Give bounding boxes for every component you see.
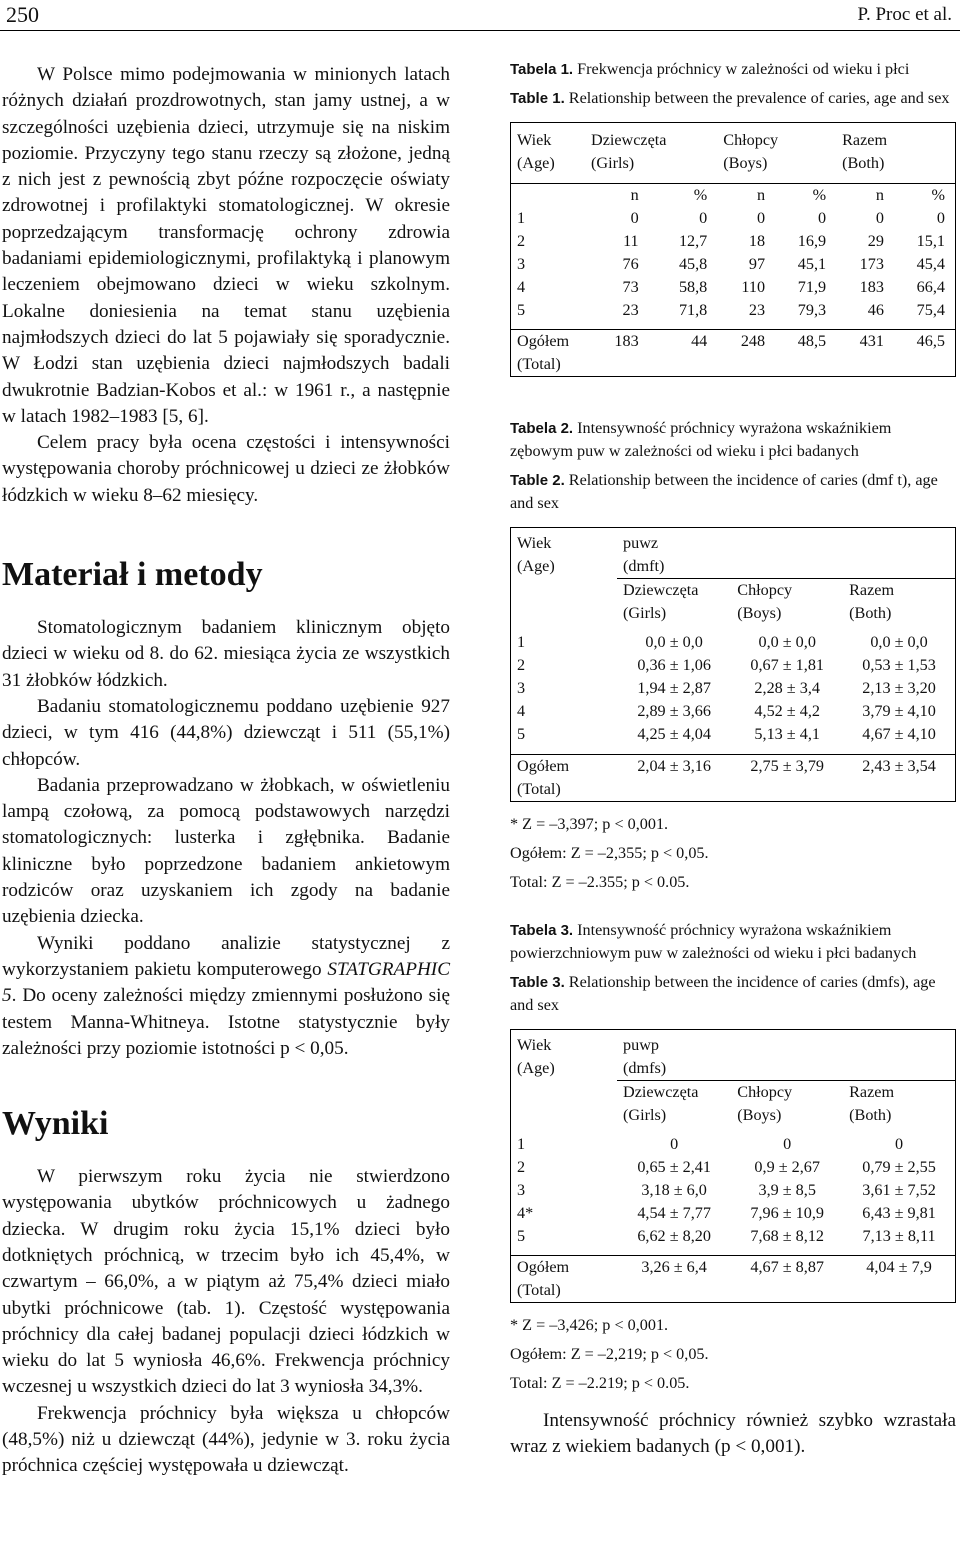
table3-cell: 0 <box>783 1134 792 1153</box>
table1-cell: 66,4 <box>916 277 945 296</box>
table1-row <box>511 276 955 299</box>
software-name: STATGRAPHIC 5 <box>2 958 450 1007</box>
table2: Wiek (Age) puwz (dmft) Dziewczęta (Girls) Chłopcy (Boys) Razem (Both) 1 0,0 ± 0,0 0,0 ± 0,0 0,0 ± 0,0 2 0,36 ± 1,06 0,67 ± 1,81 0,53 ± 1,53 3 1,94 ± 2,87 2,28 ± 3,4 2,13 ± 3,20 4 2,89 ± 3,66 4,52 ± 4,2 3,79 ± 4,10 5 4,25 ± 4,04 5,13 ± 4,1 4,67 ± 4,10 Ogółem (Total) 2,04 ± 3,16 2,75 ± 3,79 2,43 ± 3,54 <box>510 527 956 802</box>
table2-notes: * Z = –3,397; p < 0,001. Ogółem: Z = –2,355; p < 0,05. Total: Z = –2.355; p < 0.05. <box>510 814 709 891</box>
table2-cell: 2,28 ± 3,4 <box>754 679 820 697</box>
table3-row <box>511 1202 955 1225</box>
left-column <box>2 62 450 1480</box>
table3-caption-pl: Tabela 3. Intensywność próchnicy wyrażona wskaźnikiem powierzchniowym puw w zależności od wieku i płci badanych <box>510 920 917 962</box>
table1-cell: 97 <box>748 254 766 273</box>
table2-cell: 5,13 ± 4,1 <box>754 725 820 743</box>
table1-cell: 12,7 <box>678 231 708 250</box>
methods-paragraph: Badania przeprowadzano w żłobkach, w oświetleniu lampą czołową, za pomocą podstawowych narzędzi stomatologicznych: lusterka i zgłębnika. Badanie kliniczne było poprzedzone badaniem ankietowym rodziców oraz uzyskaniem ich zgody na badanie uzębienia dziecka. <box>2 774 450 928</box>
table2-caption-pl: Tabela 2. Intensywność próchnicy wyrażona wskaźnikiem zębowym puw w zależności od wieku i płci badanych <box>510 419 892 460</box>
table1-cell: 71,8 <box>678 300 708 319</box>
table1-cell: 45,8 <box>678 254 708 273</box>
table2-cell: 0,0 ± 0,0 <box>645 633 703 651</box>
table1-cell: 73 <box>622 277 639 296</box>
right-column <box>510 58 956 1480</box>
methods-heading: Materiał i metody <box>2 556 263 594</box>
table2-row <box>511 677 955 700</box>
table2-cell: 5 <box>517 725 526 743</box>
table3-cell: 0 <box>895 1134 904 1153</box>
table3-cell: 7,13 ± 8,11 <box>862 1226 936 1245</box>
table2-cell: 4,67 ± 4,10 <box>862 725 936 743</box>
table3-total-row: Ogółem (Total) 3,26 ± 6,4 4,67 ± 8,87 4,04 ± 7,9 <box>511 1256 955 1303</box>
table1-row <box>511 230 955 253</box>
table1-cell: 18 <box>748 231 766 250</box>
table1-caption-pl: Tabela 1. Frekwencja próchnicy w zależności od wieku i płci <box>510 60 910 78</box>
table1-cell: 4 <box>517 277 526 296</box>
table1-cell: 29 <box>867 231 884 250</box>
table1-cell: 71,9 <box>797 277 827 296</box>
table3-cell: 2 <box>517 1157 526 1176</box>
table3-cell: 3,9 ± 8,5 <box>758 1180 816 1199</box>
table1-cell: 23 <box>622 300 639 319</box>
table2-cell: 4 <box>517 702 526 720</box>
table3-cell: 6,43 ± 9,81 <box>862 1203 936 1222</box>
table1: Wiek (Age) Dziewczęta (Girls) Chłopcy (Boys) Razem (Both) n % n % n % 1 0 0 0 0 0 0 2 11 12,7 18 16,9 29 15,1 3 76 45,8 97 45,1 173 45,4 4 73 58,8 110 71,9 183 66,4 5 23 71,8 23 79,3 46 75,4 Ogółem (Total) 183 44 248 48,5 431 46,5 <box>510 122 956 377</box>
results-paragraph: W pierwszym roku życia nie stwierdzono występowania ubytków próchnicowych u żadnego dziecka. W drugim roku życia 15,1% dzieci było dotkniętych próchnicą, w trzecim było ich 45,4%, w czwartym – 66,0%, a w piątym aż 75,4% dzieci miało ubytki próchnicowe (tab. 1). Częstość występowania próchnicy dla całej badanej populacji dzieci łódzkich w wieku do lat 5 wyniosła 46,6%. Frekwencja próchnicy wczesnej u wszystkich dzieci do lat 3 wyniosła 34,3%. <box>2 1166 450 1398</box>
table3-row <box>511 1179 955 1202</box>
table2-cell: 0,67 ± 1,81 <box>750 656 825 674</box>
table1-row <box>511 207 955 230</box>
table3-notes: * Z = –3,426; p < 0,001. Ogółem: Z = –2,219; p < 0,05. Total: Z = –2.219; p < 0.05. <box>510 1316 709 1392</box>
table1-cell: 0 <box>699 208 708 227</box>
table3-row <box>511 1225 955 1248</box>
table3-cell: 7,96 ± 10,9 <box>750 1203 825 1222</box>
table1-cell: 75,4 <box>916 300 945 319</box>
closing-paragraph: Intensywność próchnicy również szybko wzrastała wraz z wiekiem badanych (p < 0,001). <box>510 1410 956 1458</box>
table2-row <box>511 631 955 654</box>
table1-cell: 183 <box>859 277 884 296</box>
table1-cell: 76 <box>622 254 639 273</box>
table2-cell: 2 <box>517 656 526 674</box>
table2-cell: 1 <box>517 633 526 651</box>
table3-cell: 3,61 ± 7,52 <box>862 1180 936 1199</box>
table1-cell: 46 <box>867 300 884 319</box>
table1-cell: 45,4 <box>916 254 945 273</box>
table1-cell: 0 <box>630 208 639 227</box>
running-header <box>0 0 960 34</box>
table2-cell: 0,53 ± 1,53 <box>862 656 936 674</box>
table1-cell: 16,9 <box>797 231 827 250</box>
results-heading: Wyniki <box>2 1105 109 1143</box>
table2-cell: 4,25 ± 4,04 <box>637 725 711 743</box>
table3-cell: 4* <box>517 1203 534 1222</box>
table3-cell: 4,54 ± 7,77 <box>637 1203 711 1222</box>
table3-cell: 6,62 ± 8,20 <box>637 1226 711 1245</box>
methods-paragraph: Wyniki poddano analizie statystycznej z wykorzystaniem pakietu komputerowego STATGRAPHIC 5. Do oceny zależności między zmiennymi posłużono się testem Manna-Whitneya. Istotne statystycznie były zależności przy poziomie istotności p < 0,05. <box>2 932 450 1059</box>
table3-cell: 5 <box>517 1226 526 1245</box>
table3-cell: 3 <box>517 1180 526 1199</box>
table3-cell: 0,65 ± 2,41 <box>637 1157 711 1176</box>
table2-cell: 2,13 ± 3,20 <box>862 679 936 697</box>
table1-cell: 0 <box>757 208 766 227</box>
table3-cell: 1 <box>517 1134 526 1153</box>
table1-cell: 110 <box>741 277 766 296</box>
table2-cell: 3 <box>517 679 526 697</box>
methods-paragraph: Stomatologicznym badaniem klinicznym objęto dzieci w wieku od 8. do 62. miesiąca życia ze wszystkich 31 żłobków łódzkich. <box>2 617 450 691</box>
table1-cell: 15,1 <box>916 231 945 250</box>
table1-cell: 23 <box>748 300 766 319</box>
intro-paragraph: W Polsce mimo podejmowania w minionych latach różnych działań prozdrowotnych, stan jamy ustnej, a w szczególności uzębienia dzieci, utrzymuje się na niskim poziomie. Przyczyny tego stanu rzeczy są złożone, jedną z nich jest z pewnością zbyt późne rozpoczęcie oświaty zdrowotnej i profilaktyki stomatologicznej. W okresie poprzedzającym transformację ochrony zdrowia badaniami epidemiologicznymi, profilaktyką i planowym leczeniem obejmowano dzieci w wieku szkolnym. Lokalne doniesienia na temat stanu uzębienia najmłodszych dzieci do lat 5 pojawiały się sporadycznie. W Łodzi stan uzębienia dzieci najmłodszych badali dwukrotnie Badzian-Kobos et al.: w 1961 r., a następnie w latach 1982–1983 [5, 6]. <box>2 64 450 427</box>
table1-cell: 45,1 <box>797 254 827 273</box>
table2-row <box>511 654 955 677</box>
table1-cell: 0 <box>936 208 945 227</box>
table3-row <box>511 1133 955 1156</box>
table1-cell: 0 <box>818 208 827 227</box>
table1-cell: 3 <box>517 254 526 273</box>
table1-total-row: Ogółem (Total) 183 44 248 48,5 431 46,5 <box>511 330 955 377</box>
running-author: P. Proc et al. <box>857 4 952 25</box>
table2-cell: 3,79 ± 4,10 <box>862 702 936 720</box>
table1-cell: 0 <box>875 208 884 227</box>
table2-cell: 1,94 ± 2,87 <box>637 679 711 697</box>
table2-caption-en: Table 2. Relationship between the incidence of caries (dmf t), age and sex <box>510 471 938 512</box>
table1-cell: 173 <box>859 254 884 273</box>
results-paragraph: Frekwencja próchnicy była większa u chłopców (48,5%) niż u dziewcząt (44%), jedynie w 3. roku życia próchnica częściej występowała u dziewcząt. <box>2 1402 450 1477</box>
table1-row <box>511 299 955 322</box>
table2-cell: 4,52 ± 4,2 <box>754 702 820 720</box>
table3-cell: 3,18 ± 6,0 <box>641 1180 707 1199</box>
table2-total-row: Ogółem (Total) 2,04 ± 3,16 2,75 ± 3,79 2,43 ± 3,54 <box>511 754 955 801</box>
table3-row <box>511 1156 955 1179</box>
header-rule <box>0 30 960 31</box>
table1-cell: 5 <box>517 300 526 319</box>
table2-row <box>511 700 955 723</box>
table1-cell: 1 <box>517 208 526 227</box>
table2-cell: 0,36 ± 1,06 <box>637 656 711 674</box>
table1-cell: 2 <box>517 231 526 250</box>
table3-caption-en: Table 3. Relationship between the incidence of caries (dmfs), age and sex <box>510 972 936 1014</box>
table2-cell: 0,0 ± 0,0 <box>758 633 816 651</box>
table1-row <box>511 253 955 276</box>
table3-cell: 0,9 ± 2,67 <box>754 1157 820 1176</box>
table3-cell: 0 <box>670 1134 679 1153</box>
page-number: 250 <box>6 2 39 27</box>
methods-paragraph: Badaniu stomatologicznemu poddano uzębienie 927 dzieci, w tym 416 (44,8%) dziewcząt i 511 (55,1%) chłopców. <box>2 695 450 770</box>
table1-cell: 58,8 <box>678 277 708 296</box>
table1-cell: 11 <box>623 231 639 250</box>
table3: Wiek (Age) puwp (dmfs) Dziewczęta (Girls) Chłopcy (Boys) Razem (Both) 1 0 0 0 2 0,65 ± 2,41 0,9 ± 2,67 0,79 ± 2,55 3 3,18 ± 6,0 3,9 ± 8,5 3,61 ± 7,52 4* 4,54 ± 7,77 7,96 ± 10,9 6,43 ± 9,81 5 6,62 ± 8,20 7,68 ± 8,12 7,13 ± 8,11 Ogółem (Total) 3,26 ± 6,4 4,67 ± 8,87 4,04 ± 7,9 <box>510 1029 956 1304</box>
table2-cell: 0,0 ± 0,0 <box>870 633 928 651</box>
table2-cell: 2,89 ± 3,66 <box>637 702 711 720</box>
table1-caption-en: Table 1. Relationship between the prevalence of caries, age and sex <box>510 89 950 107</box>
table3-cell: 7,68 ± 8,12 <box>750 1226 825 1245</box>
table1-cell: 79,3 <box>797 300 827 319</box>
intro-paragraph: Celem pracy była ocena częstości i intensywności występowania choroby próchnicowej u dzieci ze żłobków łódzkich w wieku 8–62 miesięcy. <box>2 432 450 506</box>
table2-row <box>511 723 955 746</box>
table3-cell: 0,79 ± 2,55 <box>862 1157 936 1176</box>
